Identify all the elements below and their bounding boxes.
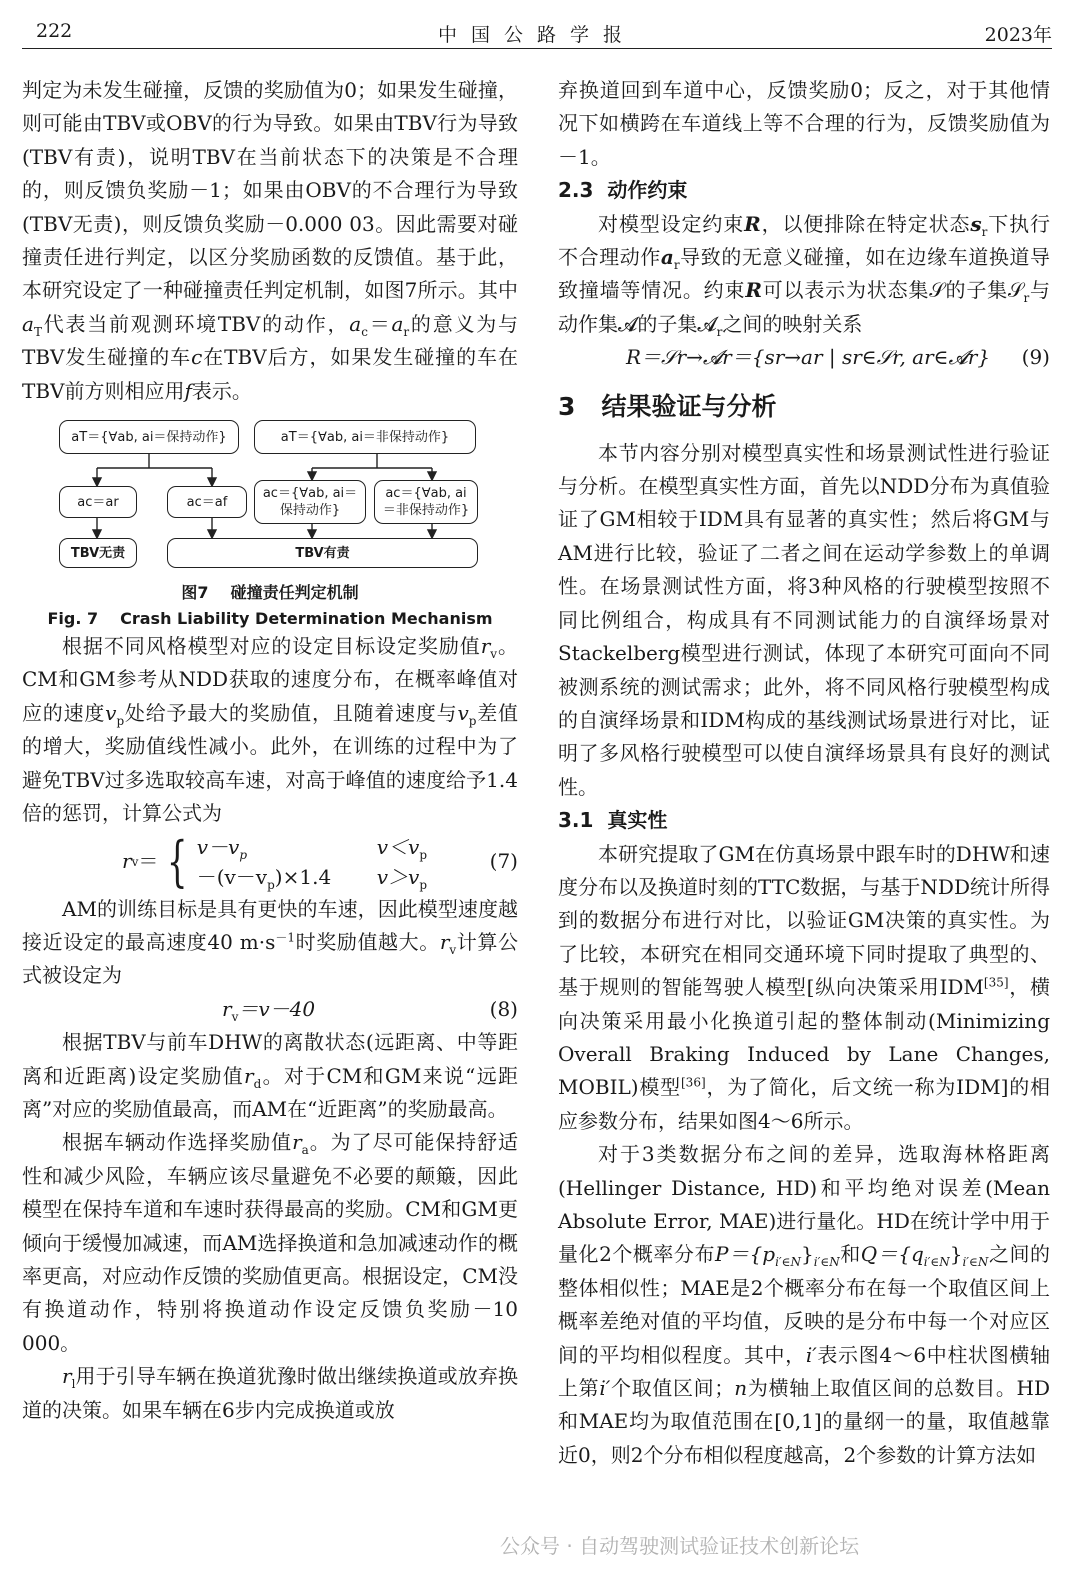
figure-7-caption-cn: 图7 碰撞责任判定机制 [181, 583, 359, 603]
section-2-3-heading: 2.3 动作约束 [558, 178, 688, 203]
equation-9-number: (9) [1021, 345, 1050, 370]
paragraph-authenticity: 本研究提取了GM在仿真场景中跟车时的DHW和速度分布以及换道时刻的TTC数据，与基于NDD统计所得到的数据分布进行对比，以验证GM决策的真实性。为了比较，本研究在相同交通环境下同时提取了典型的、基于规则的智能驾驶人模型[纵向决策采用IDM[35]，横向决策采用最小化换道引起的整体制动(Minimizing Overall Braking Induced by Lane Changes, MOBIL)模型[36]，为了简化，后文统一称为IDM]的相应参数分布，结果如图4～6所示。 [558, 841, 1051, 1133]
paragraph-speed-reward: 根据不同风格模型对应的设定目标设定奖励值$r_v$。CM和GM参考从NDD获取的速度分布，在概率峰值对应的速度$v_p$处给予最大的奖励值，且随着速度与$v_p$差值的增大，奖励值线性减小。此外，在训练的过程中为了避免TBV过多选取较高车速，对高于峰值的速度给予1.4倍的惩罚，计算公式为 [22, 634, 519, 826]
paragraph-lane-change-reward: $r_l$用于引导车辆在换道犹豫时做出继续换道或放弃换道的决策。如果车辆在6步内完成换道或放 [22, 1364, 518, 1422]
box-tbv-liable: TBV有责 [167, 538, 478, 568]
paragraph-am-target: AM的训练目标是具有更快的车速，因此模型速度越接近设定的最高速度40 $m\cdot s^{-1}$时奖励值越大。$r_v$计算公式被设定为 [22, 896, 519, 988]
paragraph-section-3-intro: 本节内容分别对模型真实性和场景测试性进行验证与分析。在模型真实性方面，首先以NDD分布为真值验证了GM相较于IDM具有显著的真实性；然后将GM与AM进行比较，验证了二者之间在运动学参数上的单调性。在场景测试性方面，将3种风格的行驶模型按照不同比例组合，构成具有不同测试能力的自演绎场景对Stackelberg模型进行测试，体现了本研究可面向不同被测系统的测试需求；此外，将不同风格行驶模型构成的自演绎场景和IDM构成的基线测试场景进行对比，证明了多风格行驶模型可以使自演绎场景具有良好的测试性。 [558, 440, 1050, 799]
box-collider-keep: ac＝{∀ab, ai＝保持动作} [254, 480, 366, 524]
equation-9: R＝𝒮r→𝓐r＝{sr→ar | sr∈𝒮r, ar∈𝓐r} (9) [558, 341, 1050, 374]
section-3-1-heading: 3.1 真实性 [558, 808, 668, 833]
watermark: 公众号 · 自动驾驶测试验证技术创新论坛 [500, 1534, 860, 1558]
box-tbv-not-liable: TBV无责 [59, 538, 137, 568]
paragraph-action-constraint: 对模型设定约束R，以便排除在特定状态$s_r$下执行不合理动作$a_r$导致的无意义碰撞，如在边缘车道换道导致撞墙等情况。约束R可以表示为状态集𝒮的子集𝒮$_r$与动作集𝓐的子集𝓐$_r$之间的映射关系 [558, 211, 1051, 339]
paragraph-distance-reward: 根据TBV与前车DHW的离散状态(远距离、中等距离和近距离)设定奖励值$r_d$。对于CM和GM来说“远距离”对应的奖励值最高，而AM在“近距离”的奖励最高。 [22, 1030, 518, 1121]
journal-name: 中国公路学报 [437, 24, 636, 46]
journal-year: 2023年 [984, 24, 1052, 46]
equation-7: r v ＝ { $v-v_p$ $v<v_p$ $-(v-v_p)\times 1.4$ $v>v_p$ (7) [122, 829, 518, 893]
figure-7-caption-en: Fig. 7 Crash Liability Determination Mechanism [47, 609, 493, 629]
page-header [22, 18, 1052, 49]
paragraph-hd-mae: 对于3类数据分布之间的差异，选取海林格距离(Hellinger Distance, HD)和平均绝对误差(Mean Absolute Error, MAE)进行量化。HD在统计学中用于量化2个概率分布$P=\{p_{i'\in N}\}_{i'\in N}$和$Q=\{q_{i'\in N}\}_{i'\in N}$之间的整体相似性；MAE是2个概率分布在每一个取值区间上概率差绝对值的平均值，反映的是分布中每一个对应区间的平均相似程度。其中，i′表示图4～6中柱状图横轴上第i′个取值区间；n为横轴上取值区间的总数目。HD和MAE均为取值范围在[0,1]的量纲一的量，取值越靠近0，则2个分布相似程度越高，2个参数的计算方法如 [558, 1142, 1051, 1467]
left-column [22, 74, 518, 1427]
box-non-keep-action: aT＝{∀ab, ai＝非保持动作} [254, 420, 476, 454]
equation-7-number: (7) [489, 848, 518, 873]
paragraph-lane-change-continued: 弃换道回到车道中心，反馈奖励0；反之，对于其他情况下如横跨在车道线上等不合理的行为，反馈奖励值为－1。 [558, 78, 1050, 169]
page-number: 222 [36, 20, 73, 42]
section-3-heading: 3 结果验证与分析 [558, 391, 777, 421]
box-front-collision: ac＝af [167, 486, 247, 518]
box-rear-collision: ac＝ar [59, 486, 137, 518]
figure-7-flowchart [22, 420, 518, 630]
equation-8: $r_v=v-40$ (8) [22, 993, 518, 1026]
paragraph-action-reward: 根据车辆动作选择奖励值$r_a$。为了尽可能保持舒适性和减少风险，车辆应该尽量避免不必要的颠簸，因此模型在保持车道和车速时获得最高的奖励。CM和GM更倾向于缓慢加减速，而AM选择换道和急加减速动作的概率更高，对应动作反馈的奖励值更高。根据设定，CM没有换道动作，特别将换道动作设定反馈负奖励－10 000。 [22, 1130, 519, 1355]
box-keep-action: aT＝{∀ab, ai＝保持动作} [59, 420, 239, 454]
box-collider-non-keep: ac＝{∀ab, ai＝非保持动作} [374, 480, 478, 524]
paragraph-collision-judgment: 判定为未发生碰撞，反馈的奖励值为0；如果发生碰撞，则可能由TBV或OBV的行为导致。如果由TBV行为导致(TBV有责)，说明TBV在当前状态下的决策是不合理的，则反馈负奖励－1；如果由OBV的不合理行为导致(TBV无责)，则反馈负奖励－0.000 03。因此需要对碰撞责任进行判定，以区分奖励函数的反馈值。基于此，本研究设定了一种碰撞责任判定机制，如图7所示。其中$a_T$代表当前观测环境TBV的动作，$a_c=a_r$的意义为与TBV发生碰撞的车c在TBV后方，如果发生碰撞的车在TBV前方则相应用f表示。 [22, 78, 519, 403]
right-column [558, 74, 1050, 1472]
equation-8-number: (8) [489, 996, 518, 1021]
